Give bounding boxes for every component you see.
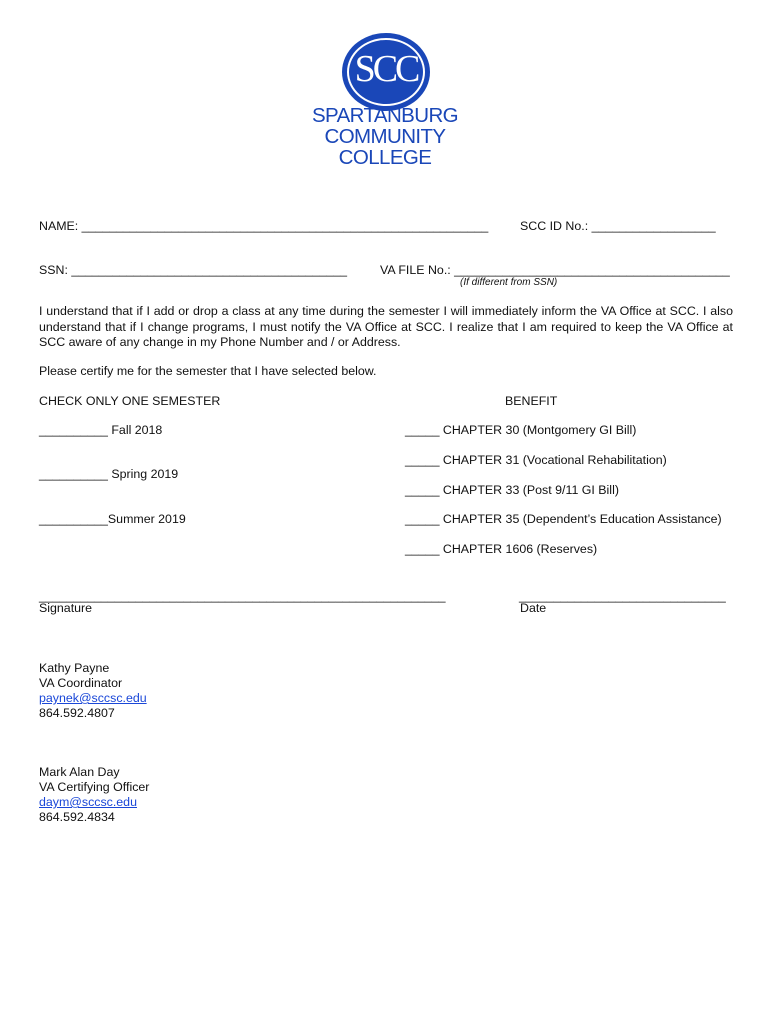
semester-spring-2019[interactable]: __________ Spring 2019	[39, 467, 179, 481]
contact-2-name: Mark Alan Day	[39, 765, 120, 779]
benefit-chapter-33[interactable]: _____ CHAPTER 33 (Post 9/11 GI Bill)	[405, 483, 619, 497]
statement-paragraph: I understand that if I add or drop a class at any time during the semester I will immediately inform the VA Office at SCC. I also understand that if I change programs, I must notify the VA Office at SCC. I realize that I am required to keep the VA Office at SCC aware of any change in my Phone Number and / or Address.	[39, 304, 733, 349]
date-line[interactable]: ______________________________	[519, 589, 726, 603]
contact-1-title: VA Coordinator	[39, 676, 123, 690]
semester-fall-2018[interactable]: __________ Fall 2018	[39, 423, 163, 437]
benefit-chapter-1606[interactable]: _____ CHAPTER 1606 (Reserves)	[405, 542, 598, 556]
semester-header: CHECK ONLY ONE SEMESTER	[39, 394, 221, 408]
contact-2-title: VA Certifying Officer	[39, 780, 150, 794]
logo-name-line-3: COLLEGE	[338, 146, 432, 169]
name-field[interactable]: NAME: ___________________________________________________________	[39, 219, 489, 233]
logo-initials: SCC	[354, 48, 418, 90]
benefit-chapter-30[interactable]: _____ CHAPTER 30 (Montgomery GI Bill)	[405, 423, 637, 437]
scc-id-field[interactable]: SCC ID No.: __________________	[520, 219, 716, 233]
benefit-chapter-31[interactable]: _____ CHAPTER 31 (Vocational Rehabilitation)	[405, 453, 667, 467]
logo-name-line-1: SPARTANBURG	[311, 104, 459, 127]
contact-1-email-link[interactable]: paynek@sccsc.edu	[39, 691, 147, 705]
contact-2-email-link[interactable]: daym@sccsc.edu	[39, 795, 137, 809]
logo-emblem	[342, 33, 430, 111]
signature-label: Signature	[39, 601, 93, 615]
contact-2-phone: 864.592.4834	[39, 810, 115, 824]
semester-summer-2019[interactable]: __________Summer 2019	[39, 512, 186, 526]
date-label: Date	[520, 601, 547, 615]
va-file-field[interactable]: VA FILE No.: ________________________________________	[380, 263, 730, 277]
benefit-header: BENEFIT	[505, 394, 558, 408]
va-file-note: (If different from SSN)	[460, 277, 558, 288]
benefit-chapter-35[interactable]: _____ CHAPTER 35 (Dependent’s Education Assistance)	[405, 512, 722, 526]
contact-1-name: Kathy Payne	[39, 661, 110, 675]
certify-text: Please certify me for the semester that I have selected below.	[39, 364, 377, 378]
signature-line[interactable]: ___________________________________________________________	[39, 589, 446, 603]
college-logo	[304, 31, 466, 167]
logo-name-line-2: COMMUNITY	[324, 125, 446, 148]
contact-1-phone: 864.592.4807	[39, 706, 115, 720]
ssn-field[interactable]: SSN: ________________________________________	[39, 263, 348, 277]
